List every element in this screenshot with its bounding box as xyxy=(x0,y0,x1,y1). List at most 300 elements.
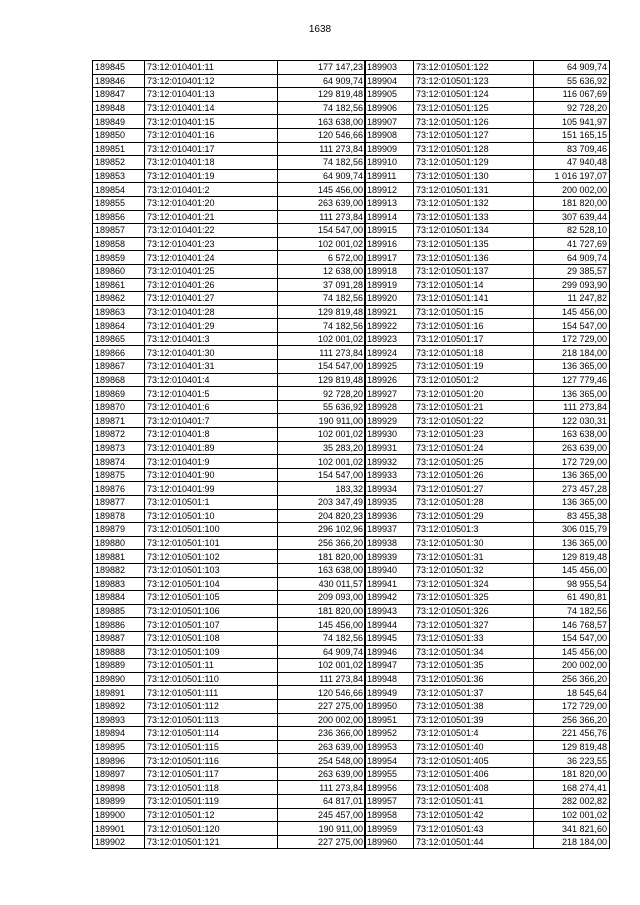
cadastral-number-cell: 73:12:010501:44 xyxy=(414,835,534,849)
row-number-cell: 189898 xyxy=(93,781,145,795)
row-number-cell: 189955 xyxy=(365,767,414,781)
cadastral-number-cell: 73:12:010501:108 xyxy=(145,631,278,645)
table-row xyxy=(365,767,610,781)
table-row xyxy=(365,604,610,618)
value-cell: 145 456,00 xyxy=(534,305,610,319)
row-number-cell: 189930 xyxy=(365,428,414,442)
value-cell: 221 456,76 xyxy=(534,727,610,741)
table-row xyxy=(93,550,366,564)
cadastral-number-cell: 73:12:010501:133 xyxy=(414,210,534,224)
table-row xyxy=(93,577,366,591)
row-number-cell: 189873 xyxy=(93,441,145,455)
row-number-cell: 189881 xyxy=(93,550,145,564)
cadastral-number-cell: 73:12:010401:5 xyxy=(145,387,278,401)
table-row xyxy=(365,822,610,836)
row-number-cell: 189902 xyxy=(93,835,145,849)
value-cell: 154 547,00 xyxy=(534,319,610,333)
row-number-cell: 189909 xyxy=(365,142,414,156)
table-row xyxy=(365,400,610,414)
row-number-cell: 189953 xyxy=(365,740,414,754)
cadastral-number-cell: 73:12:010401:25 xyxy=(145,264,278,278)
value-cell: 172 729,00 xyxy=(534,332,610,346)
value-cell: 64 909,74 xyxy=(534,251,610,265)
value-cell: 116 067,69 xyxy=(534,88,610,102)
cadastral-number-cell: 73:12:010501:38 xyxy=(414,699,534,713)
table-row xyxy=(93,251,366,265)
table-row xyxy=(365,536,610,550)
cadastral-number-cell: 73:12:010501:111 xyxy=(145,686,278,700)
cadastral-number-cell: 73:12:010401:99 xyxy=(145,482,278,496)
cadastral-number-cell: 73:12:010401:31 xyxy=(145,360,278,374)
value-cell: 154 547,00 xyxy=(278,468,366,482)
cadastral-number-cell: 73:12:010401:2 xyxy=(145,183,278,197)
row-number-cell: 189874 xyxy=(93,455,145,469)
value-cell: 263 639,00 xyxy=(278,767,366,781)
table-row xyxy=(93,482,366,496)
table-row xyxy=(93,278,366,292)
value-cell: 181 820,00 xyxy=(278,550,366,564)
value-cell: 299 093,90 xyxy=(534,278,610,292)
value-cell: 181 820,00 xyxy=(534,196,610,210)
cadastral-number-cell: 73:12:010501:129 xyxy=(414,156,534,170)
value-cell: 120 546,66 xyxy=(278,128,366,142)
table-row xyxy=(365,115,610,129)
cadastral-number-cell: 73:12:010501:4 xyxy=(414,727,534,741)
row-number-cell: 189924 xyxy=(365,346,414,360)
cadastral-number-cell: 73:12:010501:121 xyxy=(145,835,278,849)
value-cell: 245 457,00 xyxy=(278,808,366,822)
left-register-table xyxy=(92,60,366,849)
value-cell: 190 911,00 xyxy=(278,822,366,836)
value-cell: 200 002,00 xyxy=(534,659,610,673)
value-cell: 256 366,20 xyxy=(534,672,610,686)
row-number-cell: 189851 xyxy=(93,142,145,156)
cadastral-number-cell: 73:12:010501:116 xyxy=(145,754,278,768)
row-number-cell: 189892 xyxy=(93,699,145,713)
value-cell: 111 273,84 xyxy=(278,672,366,686)
table-row xyxy=(93,699,366,713)
table-row xyxy=(365,509,610,523)
table-row xyxy=(365,332,610,346)
row-number-cell: 189959 xyxy=(365,822,414,836)
cadastral-number-cell: 73:12:010401:29 xyxy=(145,319,278,333)
table-row xyxy=(93,400,366,414)
value-cell: 203 347,49 xyxy=(278,496,366,510)
row-number-cell: 189876 xyxy=(93,482,145,496)
row-number-cell: 189883 xyxy=(93,577,145,591)
cadastral-number-cell: 73:12:010501:21 xyxy=(414,400,534,414)
table-row xyxy=(365,210,610,224)
row-number-cell: 189916 xyxy=(365,237,414,251)
cadastral-number-cell: 73:12:010401:12 xyxy=(145,74,278,88)
row-number-cell: 189858 xyxy=(93,237,145,251)
table-row xyxy=(365,795,610,809)
row-number-cell: 189884 xyxy=(93,591,145,605)
cadastral-number-cell: 73:12:010501:130 xyxy=(414,169,534,183)
value-cell: 102 001,02 xyxy=(278,428,366,442)
table-row xyxy=(365,319,610,333)
cadastral-number-cell: 73:12:010501:128 xyxy=(414,142,534,156)
value-cell: 136 365,00 xyxy=(534,360,610,374)
table-row xyxy=(93,441,366,455)
value-cell: 129 819,48 xyxy=(278,305,366,319)
row-number-cell: 189938 xyxy=(365,536,414,550)
value-cell: 146 768,57 xyxy=(534,618,610,632)
row-number-cell: 189934 xyxy=(365,482,414,496)
table-row xyxy=(93,61,366,75)
value-cell: 136 365,00 xyxy=(534,468,610,482)
cadastral-number-cell: 73:12:010401:16 xyxy=(145,128,278,142)
row-number-cell: 189866 xyxy=(93,346,145,360)
value-cell: 74 182,56 xyxy=(278,319,366,333)
cadastral-number-cell: 73:12:010501:327 xyxy=(414,618,534,632)
row-number-cell: 189857 xyxy=(93,224,145,238)
row-number-cell: 189957 xyxy=(365,795,414,809)
table-row xyxy=(365,169,610,183)
cadastral-number-cell: 73:12:010401:90 xyxy=(145,468,278,482)
table-row xyxy=(93,210,366,224)
value-cell: 111 273,84 xyxy=(278,142,366,156)
row-number-cell: 189931 xyxy=(365,441,414,455)
row-number-cell: 189897 xyxy=(93,767,145,781)
cadastral-number-cell: 73:12:010401:6 xyxy=(145,400,278,414)
cadastral-number-cell: 73:12:010401:17 xyxy=(145,142,278,156)
table-row xyxy=(93,795,366,809)
cadastral-number-cell: 73:12:010501:405 xyxy=(414,754,534,768)
value-cell: 227 275,00 xyxy=(278,835,366,849)
value-cell: 151 165,15 xyxy=(534,128,610,142)
cadastral-number-cell: 73:12:010401:19 xyxy=(145,169,278,183)
cadastral-number-cell: 73:12:010501:135 xyxy=(414,237,534,251)
value-cell: 136 365,00 xyxy=(534,496,610,510)
value-cell: 64 909,74 xyxy=(534,61,610,75)
cadastral-number-cell: 73:12:010501:11 xyxy=(145,659,278,673)
cadastral-number-cell: 73:12:010501:103 xyxy=(145,563,278,577)
row-number-cell: 189946 xyxy=(365,645,414,659)
cadastral-number-cell: 73:12:010501:118 xyxy=(145,781,278,795)
value-cell: 74 182,56 xyxy=(534,604,610,618)
row-number-cell: 189912 xyxy=(365,183,414,197)
cadastral-number-cell: 73:12:010501:326 xyxy=(414,604,534,618)
table-row xyxy=(93,414,366,428)
cadastral-number-cell: 73:12:010501:324 xyxy=(414,577,534,591)
cadastral-number-cell: 73:12:010401:23 xyxy=(145,237,278,251)
value-cell: 74 182,56 xyxy=(278,292,366,306)
value-cell: 64 909,74 xyxy=(278,74,366,88)
value-cell: 129 819,48 xyxy=(278,88,366,102)
row-number-cell: 189919 xyxy=(365,278,414,292)
value-cell: 256 366,20 xyxy=(534,713,610,727)
value-cell: 41 727,69 xyxy=(534,237,610,251)
row-number-cell: 189875 xyxy=(93,468,145,482)
table-row xyxy=(365,727,610,741)
row-number-cell: 189869 xyxy=(93,387,145,401)
value-cell: 35 283,20 xyxy=(278,441,366,455)
row-number-cell: 189947 xyxy=(365,659,414,673)
table-row xyxy=(93,740,366,754)
cadastral-number-cell: 73:12:010501:102 xyxy=(145,550,278,564)
table-row xyxy=(365,305,610,319)
value-cell: 64 909,74 xyxy=(278,645,366,659)
table-row xyxy=(93,169,366,183)
value-cell: 47 940,48 xyxy=(534,156,610,170)
table-row xyxy=(365,414,610,428)
table-row xyxy=(93,455,366,469)
cadastral-number-cell: 73:12:010501:22 xyxy=(414,414,534,428)
row-number-cell: 189864 xyxy=(93,319,145,333)
table-row xyxy=(93,196,366,210)
table-row xyxy=(93,767,366,781)
value-cell: 74 182,56 xyxy=(278,101,366,115)
table-row xyxy=(93,237,366,251)
value-cell: 6 572,00 xyxy=(278,251,366,265)
table-row xyxy=(365,455,610,469)
value-cell: 120 546,66 xyxy=(278,686,366,700)
row-number-cell: 189896 xyxy=(93,754,145,768)
table-row xyxy=(93,183,366,197)
row-number-cell: 189941 xyxy=(365,577,414,591)
row-number-cell: 189863 xyxy=(93,305,145,319)
row-number-cell: 189893 xyxy=(93,713,145,727)
cadastral-number-cell: 73:12:010501:100 xyxy=(145,523,278,537)
value-cell: 263 639,00 xyxy=(534,441,610,455)
table-row xyxy=(365,387,610,401)
row-number-cell: 189861 xyxy=(93,278,145,292)
row-number-cell: 189894 xyxy=(93,727,145,741)
cadastral-number-cell: 73:12:010501:120 xyxy=(145,822,278,836)
cadastral-number-cell: 73:12:010501:15 xyxy=(414,305,534,319)
table-row xyxy=(93,604,366,618)
cadastral-number-cell: 73:12:010501:105 xyxy=(145,591,278,605)
value-cell: 64 909,74 xyxy=(278,169,366,183)
table-row xyxy=(365,360,610,374)
value-cell: 145 456,00 xyxy=(278,183,366,197)
cadastral-number-cell: 73:12:010501:39 xyxy=(414,713,534,727)
cadastral-number-cell: 73:12:010501:33 xyxy=(414,631,534,645)
table-row xyxy=(365,183,610,197)
row-number-cell: 189889 xyxy=(93,659,145,673)
value-cell: 163 638,00 xyxy=(534,428,610,442)
row-number-cell: 189904 xyxy=(365,74,414,88)
value-cell: 145 456,00 xyxy=(534,563,610,577)
row-number-cell: 189937 xyxy=(365,523,414,537)
value-cell: 307 639,44 xyxy=(534,210,610,224)
value-cell: 111 273,84 xyxy=(278,210,366,224)
cadastral-number-cell: 73:12:010501:2 xyxy=(414,373,534,387)
value-cell: 181 820,00 xyxy=(534,767,610,781)
cadastral-number-cell: 73:12:010501:123 xyxy=(414,74,534,88)
row-number-cell: 189936 xyxy=(365,509,414,523)
value-cell: 172 729,00 xyxy=(534,455,610,469)
table-row xyxy=(93,713,366,727)
table-row xyxy=(365,808,610,822)
row-number-cell: 189935 xyxy=(365,496,414,510)
table-row xyxy=(93,346,366,360)
row-number-cell: 189901 xyxy=(93,822,145,836)
cadastral-number-cell: 73:12:010401:30 xyxy=(145,346,278,360)
cadastral-number-cell: 73:12:010501:12 xyxy=(145,808,278,822)
row-number-cell: 189888 xyxy=(93,645,145,659)
cadastral-number-cell: 73:12:010401:13 xyxy=(145,88,278,102)
row-number-cell: 189932 xyxy=(365,455,414,469)
cadastral-number-cell: 73:12:010501:23 xyxy=(414,428,534,442)
value-cell: 341 821,60 xyxy=(534,822,610,836)
value-cell: 29 385,57 xyxy=(534,264,610,278)
table-row xyxy=(365,591,610,605)
table-row xyxy=(365,740,610,754)
row-number-cell: 189870 xyxy=(93,400,145,414)
cadastral-number-cell: 73:12:010401:9 xyxy=(145,455,278,469)
table-row xyxy=(93,835,366,849)
cadastral-number-cell: 73:12:010401:15 xyxy=(145,115,278,129)
table-row xyxy=(93,686,366,700)
table-row xyxy=(365,237,610,251)
cadastral-number-cell: 73:12:010401:28 xyxy=(145,305,278,319)
value-cell: 190 911,00 xyxy=(278,414,366,428)
cadastral-number-cell: 73:12:010501:115 xyxy=(145,740,278,754)
value-cell: 129 819,48 xyxy=(278,373,366,387)
value-cell: 61 490,81 xyxy=(534,591,610,605)
table-row xyxy=(365,292,610,306)
table-row xyxy=(365,672,610,686)
cadastral-number-cell: 73:12:010501:18 xyxy=(414,346,534,360)
table-row xyxy=(365,142,610,156)
row-number-cell: 189908 xyxy=(365,128,414,142)
cadastral-number-cell: 73:12:010501:35 xyxy=(414,659,534,673)
value-cell: 55 636,92 xyxy=(534,74,610,88)
row-number-cell: 189854 xyxy=(93,183,145,197)
row-number-cell: 189895 xyxy=(93,740,145,754)
cadastral-number-cell: 73:12:010501:119 xyxy=(145,795,278,809)
value-cell: 74 182,56 xyxy=(278,631,366,645)
row-number-cell: 189853 xyxy=(93,169,145,183)
row-number-cell: 189958 xyxy=(365,808,414,822)
table-row xyxy=(93,224,366,238)
cadastral-number-cell: 73:12:010401:20 xyxy=(145,196,278,210)
value-cell: 129 819,48 xyxy=(534,740,610,754)
cadastral-number-cell: 73:12:010501:113 xyxy=(145,713,278,727)
value-cell: 256 366,20 xyxy=(278,536,366,550)
cadastral-number-cell: 73:12:010501:127 xyxy=(414,128,534,142)
row-number-cell: 189951 xyxy=(365,713,414,727)
table-row xyxy=(365,659,610,673)
page-number: 1638 xyxy=(308,24,332,35)
row-number-cell: 189917 xyxy=(365,251,414,265)
table-row xyxy=(365,563,610,577)
row-number-cell: 189943 xyxy=(365,604,414,618)
cadastral-number-cell: 73:12:010501:41 xyxy=(414,795,534,809)
cadastral-number-cell: 73:12:010501:25 xyxy=(414,455,534,469)
row-number-cell: 189850 xyxy=(93,128,145,142)
table-row xyxy=(365,128,610,142)
table-row xyxy=(93,781,366,795)
cadastral-number-cell: 73:12:010501:27 xyxy=(414,482,534,496)
row-number-cell: 189879 xyxy=(93,523,145,537)
value-cell: 154 547,00 xyxy=(534,631,610,645)
value-cell: 92 728,20 xyxy=(278,387,366,401)
table-row xyxy=(365,835,610,849)
cadastral-number-cell: 73:12:010501:107 xyxy=(145,618,278,632)
table-row xyxy=(93,373,366,387)
right-register-table xyxy=(364,60,610,849)
cadastral-number-cell: 73:12:010501:114 xyxy=(145,727,278,741)
value-cell: 218 184,00 xyxy=(534,835,610,849)
table-row xyxy=(365,88,610,102)
row-number-cell: 189950 xyxy=(365,699,414,713)
table-row xyxy=(93,509,366,523)
value-cell: 273 457,28 xyxy=(534,482,610,496)
value-cell: 36 223,55 xyxy=(534,754,610,768)
row-number-cell: 189940 xyxy=(365,563,414,577)
value-cell: 430 011,57 xyxy=(278,577,366,591)
table-row xyxy=(365,618,610,632)
cadastral-number-cell: 73:12:010501:43 xyxy=(414,822,534,836)
table-row xyxy=(93,496,366,510)
row-number-cell: 189882 xyxy=(93,563,145,577)
cadastral-number-cell: 73:12:010501:19 xyxy=(414,360,534,374)
table-row xyxy=(93,563,366,577)
table-row xyxy=(365,428,610,442)
table-row xyxy=(93,631,366,645)
value-cell: 11 247,82 xyxy=(534,292,610,306)
table-row xyxy=(93,88,366,102)
row-number-cell: 189929 xyxy=(365,414,414,428)
value-cell: 163 638,00 xyxy=(278,563,366,577)
value-cell: 183,32 xyxy=(278,482,366,496)
table-row xyxy=(93,659,366,673)
value-cell: 92 728,20 xyxy=(534,101,610,115)
cadastral-number-cell: 73:12:010401:3 xyxy=(145,332,278,346)
row-number-cell: 189939 xyxy=(365,550,414,564)
table-row xyxy=(93,101,366,115)
value-cell: 127 779,46 xyxy=(534,373,610,387)
cadastral-number-cell: 73:12:010501:14 xyxy=(414,278,534,292)
row-number-cell: 189914 xyxy=(365,210,414,224)
value-cell: 227 275,00 xyxy=(278,699,366,713)
value-cell: 74 182,56 xyxy=(278,156,366,170)
table-row xyxy=(365,631,610,645)
table-row xyxy=(93,319,366,333)
cadastral-number-cell: 73:12:010501:42 xyxy=(414,808,534,822)
cadastral-number-cell: 73:12:010501:26 xyxy=(414,468,534,482)
value-cell: 263 639,00 xyxy=(278,740,366,754)
table-row xyxy=(365,550,610,564)
row-number-cell: 189862 xyxy=(93,292,145,306)
value-cell: 37 091,28 xyxy=(278,278,366,292)
cadastral-number-cell: 73:12:010501:112 xyxy=(145,699,278,713)
row-number-cell: 189877 xyxy=(93,496,145,510)
row-number-cell: 189942 xyxy=(365,591,414,605)
table-row xyxy=(93,387,366,401)
value-cell: 163 638,00 xyxy=(278,115,366,129)
value-cell: 200 002,00 xyxy=(278,713,366,727)
value-cell: 111 273,84 xyxy=(278,346,366,360)
value-cell: 177 147,23 xyxy=(278,61,366,75)
table-row xyxy=(93,156,366,170)
cadastral-number-cell: 73:12:010501:24 xyxy=(414,441,534,455)
table-row xyxy=(93,618,366,632)
row-number-cell: 189900 xyxy=(93,808,145,822)
table-row xyxy=(93,523,366,537)
cadastral-number-cell: 73:12:010501:136 xyxy=(414,251,534,265)
row-number-cell: 189878 xyxy=(93,509,145,523)
row-number-cell: 189954 xyxy=(365,754,414,768)
table-row xyxy=(93,645,366,659)
row-number-cell: 189948 xyxy=(365,672,414,686)
cadastral-number-cell: 73:12:010501:109 xyxy=(145,645,278,659)
cadastral-number-cell: 73:12:010501:132 xyxy=(414,196,534,210)
cadastral-number-cell: 73:12:010501:325 xyxy=(414,591,534,605)
